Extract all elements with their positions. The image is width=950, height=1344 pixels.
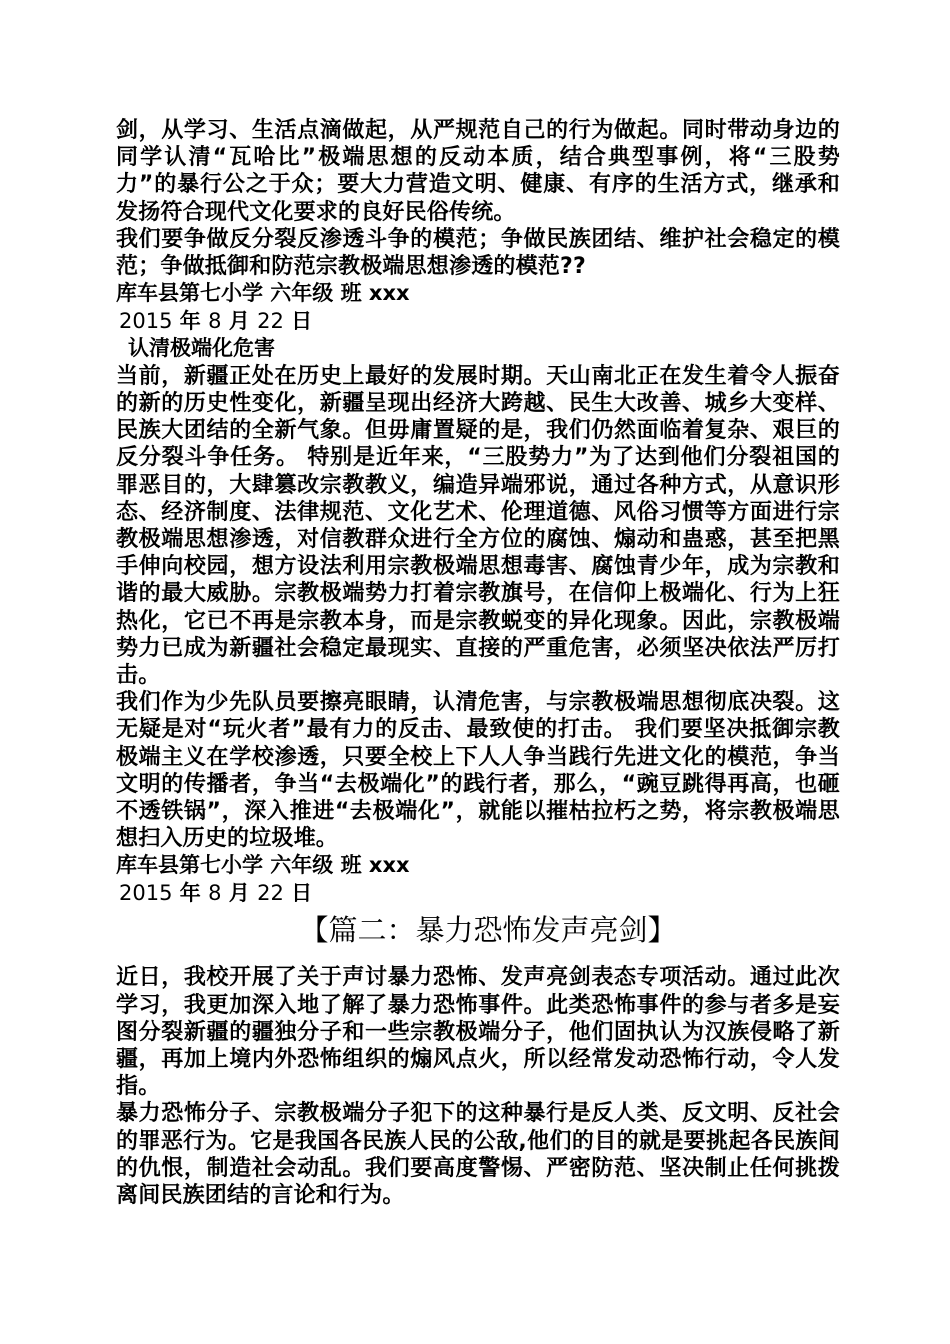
date-month: 8 xyxy=(208,880,222,905)
paragraph-intro-continued: 剑，从学习、生活点滴做起，从严规范自己的行为做起。同时带动身边的同学认清“瓦哈比”极端思想的反动本质，结合典型事例，将“三股势力”的暴行公之于众；要大力营造文明、健康、有序的生活方式，继承和发扬符合现代文化要求的良好民俗传统。 xyxy=(116,118,840,225)
date-day: 22 xyxy=(257,308,284,333)
date-day-unit: 日 xyxy=(283,308,313,333)
date-month: 8 xyxy=(208,308,222,333)
signature-school: 库车县第七小学 六年级 班 xxx xyxy=(116,281,410,306)
signature-date xyxy=(119,880,840,908)
date-year: 2015 xyxy=(119,308,173,333)
paragraph-situation: 当前，新疆正处在历史上最好的发展时期。天山南北正在发生着令人振奋的新的历史性变化，新疆呈现出经济大跨越、民生大改善、城乡大变样、民族大团结的全新气象。但毋庸置疑的是，我们仍然面临着复杂、艰巨的反分裂斗争任务。 特别是近年来，“三股势力”为了达到他们分裂祖国的罪恶目的，大肆篡改宗教教义，编造异端邪说，通过各种方式，从意识形态、经济制度、法律规范、文化艺术、伦理道德、风俗习惯等方面进行宗教极端思想渗透，对信教群众进行全方位的腐蚀、煽动和蛊惑，甚至把黑手伸向校园，想方设法利用宗教极端思想毒害、腐蚀青少年，成为宗教和谐的最大威胁。宗教极端势力打着宗教旗号，在信仰上极端化、行为上狂热化，它已不再是宗教本身，而是宗教蜕变的异化现象。因此，宗教极端势力已成为新疆社会稳定最现实、直接的严重危害，必须坚决依法严厉打击。 xyxy=(116,363,840,688)
paragraph-model-pledge: 我们要争做反分裂反渗透斗争的模范；争做民族团结、维护社会稳定的模范；争做抵御和防范宗教极端思想渗透的模范?? xyxy=(116,226,840,280)
date-year-unit: 年 xyxy=(172,880,209,905)
date-month-unit: 月 xyxy=(221,880,258,905)
date-day-unit: 日 xyxy=(283,880,313,905)
signature-school: 库车县第七小学 六年级 班 xxx xyxy=(116,853,410,878)
section-subtitle: 认清极端化危害 xyxy=(128,336,275,361)
paragraph-activity: 近日，我校开展了关于声讨暴力恐怖、发声亮剑表态专项活动。通过此次学习，我更加深入地了解了暴力恐怖事件。此类恐怖事件的参与者多是妄图分裂新疆的疆独分子和一些宗教极端分子，他们固执认为汉族侵略了新疆，再加上境内外恐怖组织的煽风点火，所以经常发动恐怖行动，令人发指。 xyxy=(116,965,840,1100)
signature-date xyxy=(119,308,840,336)
paragraph-condemnation: 暴力恐怖分子、宗教极端分子犯下的这种暴行是反人类、反文明、反社会的罪恶行为。它是我国各民族人民的公敌,他们的目的就是要挑起各民族间的仇恨，制造社会动乱。我们要高度警惕、严密防范、坚决制止任何挑拨离间民族团结的言论和行为。 xyxy=(116,1101,840,1208)
document-page xyxy=(116,117,840,1209)
date-day: 22 xyxy=(257,880,284,905)
date-year: 2015 xyxy=(119,880,173,905)
date-month-unit: 月 xyxy=(221,308,258,333)
section-heading: 【篇二：暴力恐怖发声亮剑】 xyxy=(299,913,677,948)
paragraph-pioneers: 我们作为少先队员要擦亮眼睛，认清危害，与宗教极端思想彻底决裂。这无疑是对“玩火者”最有力的反击、最致使的打击。 我们要坚决抵御宗教极端主义在学校渗透，只要全校上下人人争当践行先进文化的模范，争当文明的传播者，争当“去极端化”的践行者，那么，“豌豆跳得再高，也砸不透铁锅”，深入推进“去极端化”，就能以摧枯拉朽之势，将宗教极端思想扫入历史的垃圾堆。 xyxy=(116,690,840,852)
date-year-unit: 年 xyxy=(172,308,209,333)
